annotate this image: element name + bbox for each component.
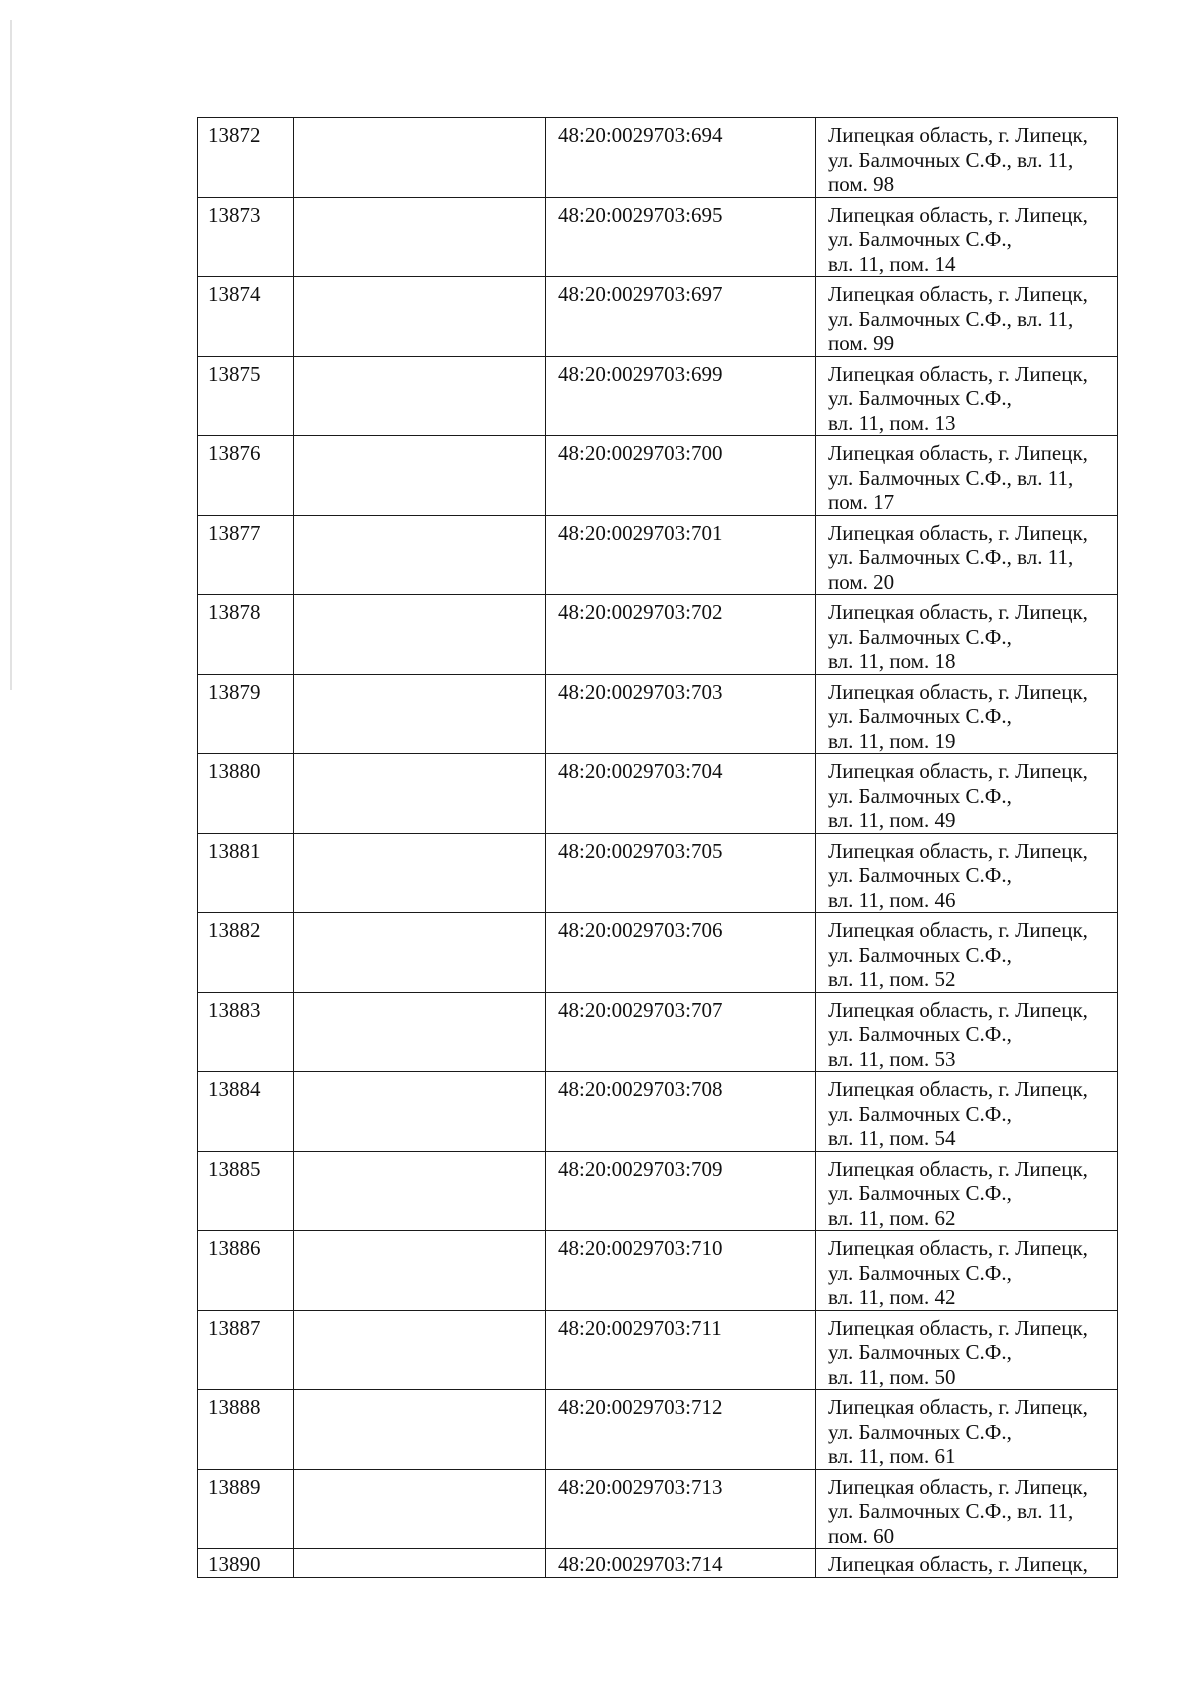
address-line: Липецкая область, г. Липецк, bbox=[828, 1077, 1088, 1101]
address-line: ул. Балмочных С.Ф., bbox=[828, 1181, 1012, 1205]
address-cell bbox=[816, 197, 1118, 277]
empty-cell bbox=[294, 356, 546, 436]
cadastral-number-cell: 48:20:0029703:708 bbox=[546, 1072, 816, 1152]
empty-cell bbox=[294, 1231, 546, 1311]
cadastral-number-cell: 48:20:0029703:712 bbox=[546, 1390, 816, 1470]
table-row bbox=[198, 436, 1118, 516]
cadastral-number-cell: 48:20:0029703:694 bbox=[546, 118, 816, 198]
address-cell bbox=[816, 515, 1118, 595]
address-line: ул. Балмочных С.Ф., bbox=[828, 1022, 1012, 1046]
empty-cell bbox=[294, 515, 546, 595]
address-cell bbox=[816, 833, 1118, 913]
row-number-cell: 13887 bbox=[198, 1310, 294, 1390]
row-number-cell: 13885 bbox=[198, 1151, 294, 1231]
row-number-cell: 13888 bbox=[198, 1390, 294, 1470]
row-number-cell: 13878 bbox=[198, 595, 294, 675]
row-number-cell: 13881 bbox=[198, 833, 294, 913]
address-line: ул. Балмочных С.Ф., вл. 11, bbox=[828, 147, 1074, 172]
row-number-cell: 13876 bbox=[198, 436, 294, 516]
address-line: ул. Балмочных С.Ф., bbox=[828, 227, 1012, 251]
address-line: пом. 60 bbox=[828, 1523, 895, 1548]
row-number-cell: 13880 bbox=[198, 754, 294, 834]
address-line: ул. Балмочных С.Ф., bbox=[828, 783, 1012, 808]
address-line: вл. 11, пом. 50 bbox=[828, 1364, 956, 1389]
empty-cell bbox=[294, 913, 546, 993]
table-row bbox=[198, 277, 1118, 357]
table-row bbox=[198, 674, 1118, 754]
address-line: вл. 11, пом. 42 bbox=[828, 1285, 956, 1309]
address-line: вл. 11, пом. 46 bbox=[828, 887, 956, 912]
address-line: Липецкая область, г. Липецк, bbox=[828, 1315, 1088, 1340]
cadastral-number-cell: 48:20:0029703:714 bbox=[546, 1549, 816, 1578]
table-row bbox=[198, 1310, 1118, 1390]
cadastral-number-cell: 48:20:0029703:713 bbox=[546, 1469, 816, 1549]
address-cell bbox=[816, 1469, 1118, 1549]
address-cell bbox=[816, 674, 1118, 754]
empty-cell bbox=[294, 1310, 546, 1390]
empty-cell bbox=[294, 1072, 546, 1152]
address-line: ул. Балмочных С.Ф., вл. 11, bbox=[828, 465, 1074, 490]
address-line: вл. 11, пом. 52 bbox=[828, 967, 956, 991]
address-line: ул. Балмочных С.Ф., bbox=[828, 1340, 1012, 1364]
table-row bbox=[198, 1072, 1118, 1152]
address-line: вл. 11, пом. 49 bbox=[828, 808, 956, 832]
address-line: Липецкая область, г. Липецк, bbox=[828, 202, 1088, 227]
address-line: ул. Балмочных С.Ф., bbox=[828, 1419, 1012, 1444]
address-line: Липецкая область, г. Липецк, bbox=[828, 441, 1088, 465]
table-row bbox=[198, 754, 1118, 834]
property-table-body bbox=[198, 118, 1118, 1578]
address-line: Липецкая область, г. Липецк, bbox=[828, 1552, 1088, 1576]
empty-cell bbox=[294, 436, 546, 516]
address-line: Липецкая область, г. Липецк, bbox=[828, 1156, 1088, 1181]
cadastral-number-cell: 48:20:0029703:700 bbox=[546, 436, 816, 516]
scan-edge-line bbox=[10, 20, 12, 690]
empty-cell bbox=[294, 118, 546, 198]
address-line: ул. Балмочных С.Ф., bbox=[828, 624, 1012, 649]
address-cell bbox=[816, 1231, 1118, 1311]
address-line: Липецкая область, г. Липецк, bbox=[828, 838, 1088, 863]
empty-cell bbox=[294, 1469, 546, 1549]
table-row bbox=[198, 992, 1118, 1072]
cadastral-number-cell: 48:20:0029703:701 bbox=[546, 515, 816, 595]
address-cell bbox=[816, 277, 1118, 357]
row-number-cell: 13875 bbox=[198, 356, 294, 436]
address-line: вл. 11, пом. 62 bbox=[828, 1205, 956, 1230]
empty-cell bbox=[294, 754, 546, 834]
table-row bbox=[198, 1151, 1118, 1231]
address-cell bbox=[816, 1072, 1118, 1152]
address-line: ул. Балмочных С.Ф., bbox=[828, 1260, 1012, 1285]
empty-cell bbox=[294, 674, 546, 754]
cadastral-number-cell: 48:20:0029703:706 bbox=[546, 913, 816, 993]
address-line: Липецкая область, г. Липецк, bbox=[828, 1395, 1088, 1419]
table-row bbox=[198, 515, 1118, 595]
empty-cell bbox=[294, 992, 546, 1072]
row-number-cell: 13874 bbox=[198, 277, 294, 357]
address-cell bbox=[816, 1390, 1118, 1470]
address-line: Липецкая область, г. Липецк, bbox=[828, 997, 1088, 1022]
address-line: вл. 11, пом. 13 bbox=[828, 410, 956, 435]
row-number-cell: 13879 bbox=[198, 674, 294, 754]
row-number-cell: 13883 bbox=[198, 992, 294, 1072]
row-number-cell: 13882 bbox=[198, 913, 294, 993]
address-line: Липецкая область, г. Липецк, bbox=[828, 759, 1088, 783]
cadastral-number-cell: 48:20:0029703:699 bbox=[546, 356, 816, 436]
table-row bbox=[198, 197, 1118, 277]
address-line: ул. Балмочных С.Ф., bbox=[828, 386, 1012, 410]
address-cell bbox=[816, 436, 1118, 516]
row-number-cell: 13889 bbox=[198, 1469, 294, 1549]
address-line: пом. 99 bbox=[828, 331, 895, 355]
address-cell bbox=[816, 1310, 1118, 1390]
property-table bbox=[197, 117, 1118, 1578]
table-row bbox=[198, 1231, 1118, 1311]
empty-cell bbox=[294, 1151, 546, 1231]
cadastral-number-cell: 48:20:0029703:702 bbox=[546, 595, 816, 675]
address-cell bbox=[816, 992, 1118, 1072]
cadastral-number-cell: 48:20:0029703:703 bbox=[546, 674, 816, 754]
address-line: ул. Балмочных С.Ф., bbox=[828, 1101, 1012, 1126]
row-number-cell: 13890 bbox=[198, 1549, 294, 1578]
empty-cell bbox=[294, 833, 546, 913]
table-row bbox=[198, 1469, 1118, 1549]
address-line: ул. Балмочных С.Ф., bbox=[828, 942, 1012, 967]
address-line: Липецкая область, г. Липецк, bbox=[828, 600, 1088, 624]
address-line: пом. 98 bbox=[828, 172, 895, 196]
address-line: пом. 17 bbox=[828, 490, 895, 514]
address-line: вл. 11, пом. 19 bbox=[828, 728, 956, 753]
row-number-cell: 13873 bbox=[198, 197, 294, 277]
cadastral-number-cell: 48:20:0029703:697 bbox=[546, 277, 816, 357]
address-line: вл. 11, пом. 53 bbox=[828, 1046, 956, 1071]
table-row bbox=[198, 356, 1118, 436]
address-line: ул. Балмочных С.Ф., bbox=[828, 863, 1012, 887]
table-row bbox=[198, 595, 1118, 675]
table-row bbox=[198, 833, 1118, 913]
address-cell bbox=[816, 118, 1118, 198]
address-cell bbox=[816, 595, 1118, 675]
empty-cell bbox=[294, 1549, 546, 1578]
address-cell bbox=[816, 1151, 1118, 1231]
cadastral-number-cell: 48:20:0029703:707 bbox=[546, 992, 816, 1072]
address-line: ул. Балмочных С.Ф., вл. 11, bbox=[828, 306, 1074, 331]
address-line: Липецкая область, г. Липецк, bbox=[828, 1474, 1088, 1499]
cadastral-number-cell: 48:20:0029703:709 bbox=[546, 1151, 816, 1231]
table-row bbox=[198, 1390, 1118, 1470]
row-number-cell: 13872 bbox=[198, 118, 294, 198]
address-line: Липецкая область, г. Липецк, bbox=[828, 918, 1088, 942]
address-line: ул. Балмочных С.Ф., вл. 11, bbox=[828, 545, 1074, 569]
address-line: Липецкая область, г. Липецк, bbox=[828, 1236, 1088, 1260]
row-number-cell: 13884 bbox=[198, 1072, 294, 1152]
table-row bbox=[198, 913, 1118, 993]
row-number-cell: 13886 bbox=[198, 1231, 294, 1311]
address-line: ул. Балмочных С.Ф., bbox=[828, 704, 1012, 728]
address-line: ул. Балмочных С.Ф., вл. 11, bbox=[828, 1499, 1074, 1523]
empty-cell bbox=[294, 595, 546, 675]
cadastral-number-cell: 48:20:0029703:695 bbox=[546, 197, 816, 277]
address-line: вл. 11, пом. 14 bbox=[828, 251, 956, 276]
cadastral-number-cell: 48:20:0029703:705 bbox=[546, 833, 816, 913]
address-cell bbox=[816, 356, 1118, 436]
address-line: пом. 20 bbox=[828, 569, 895, 594]
cadastral-number-cell: 48:20:0029703:711 bbox=[546, 1310, 816, 1390]
cadastral-number-cell: 48:20:0029703:704 bbox=[546, 754, 816, 834]
table-row bbox=[198, 118, 1118, 198]
empty-cell bbox=[294, 197, 546, 277]
address-line: Липецкая область, г. Липецк, bbox=[828, 123, 1088, 147]
address-cell bbox=[816, 754, 1118, 834]
address-line: вл. 11, пом. 61 bbox=[828, 1444, 956, 1468]
address-cell bbox=[816, 913, 1118, 993]
cadastral-number-cell: 48:20:0029703:710 bbox=[546, 1231, 816, 1311]
row-number-cell: 13877 bbox=[198, 515, 294, 595]
address-line: Липецкая область, г. Липецк, bbox=[828, 282, 1088, 306]
address-line: Липецкая область, г. Липецк, bbox=[828, 520, 1088, 545]
empty-cell bbox=[294, 277, 546, 357]
address-cell bbox=[816, 1549, 1118, 1578]
address-line: вл. 11, пом. 18 bbox=[828, 649, 956, 673]
address-line: Липецкая область, г. Липецк, bbox=[828, 679, 1088, 704]
empty-cell bbox=[294, 1390, 546, 1470]
table-row bbox=[198, 1549, 1118, 1578]
address-line: вл. 11, пом. 54 bbox=[828, 1126, 956, 1150]
address-line: Липецкая область, г. Липецк, bbox=[828, 361, 1088, 386]
